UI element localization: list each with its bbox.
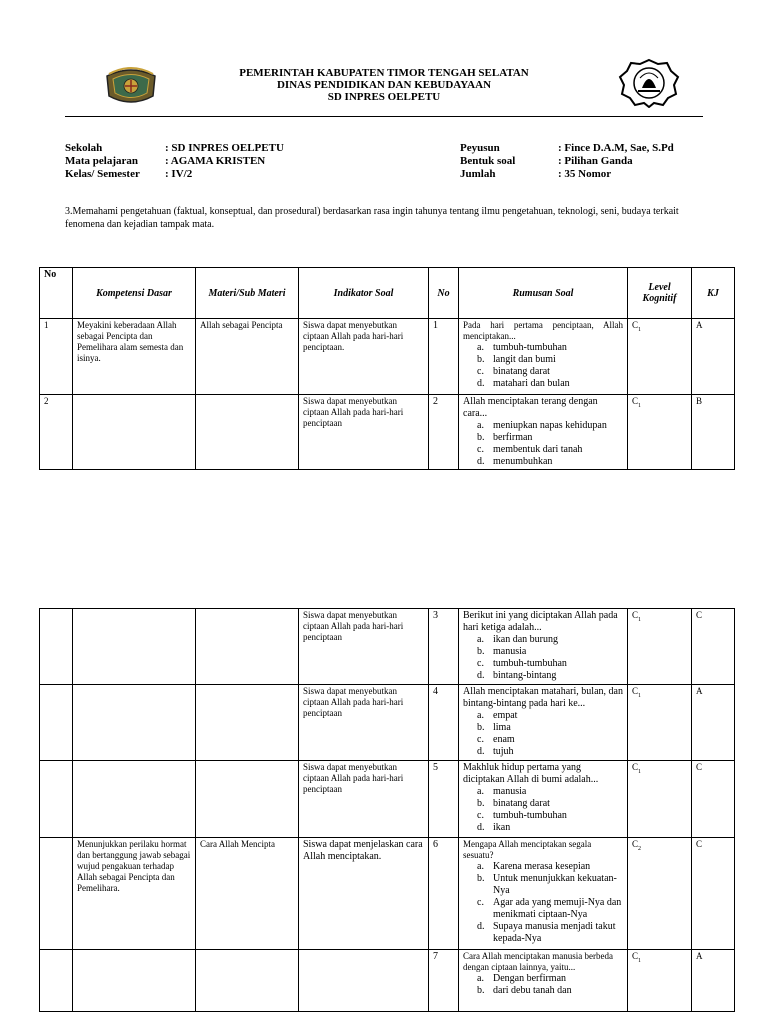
kunci-jawaban: A [692, 685, 735, 761]
option: c. binatang darat [477, 366, 550, 377]
question-text: Cara Allah menciptakan manusia berbeda dengan ciptaan lainnya, yaitu... [463, 951, 613, 972]
header-divider [65, 116, 703, 117]
table-row [40, 395, 735, 470]
rumusan-soal [459, 395, 628, 470]
option: b. dari debu tanah dan [477, 985, 572, 996]
option: d. tujuh [477, 746, 514, 757]
option: d. menumbuhkan [477, 456, 553, 467]
col-header-no-soal: No [429, 268, 459, 319]
option: a. Karena merasa kesepian [477, 861, 591, 872]
info-value: : AGAMA KRISTEN [165, 155, 266, 167]
level-kognitif: $C_1$ [628, 609, 692, 685]
option: d. ikan [477, 822, 511, 833]
info-left [65, 142, 284, 181]
kompetensi-dasar: Meyakini keberadaan Allah sebagai Pencipta dan Pemelihara alam semesta dan isinya. [73, 319, 196, 395]
question-text: Allah menciptakan matahari, bulan, dan bintang-bintang pada hari ke... [463, 686, 623, 709]
option: c. tumbuh-tumbuhan [477, 810, 567, 821]
option: c. membentuk dari tanah [477, 444, 583, 455]
question-text: Berikut ini yang diciptakan Allah pada hari ketiga adalah... [463, 610, 618, 633]
question-text: Mengapa Allah menciptakan segala sesuatu? [463, 839, 592, 860]
kunci-jawaban: C [692, 761, 735, 838]
info-right [460, 142, 674, 181]
kisi-kisi-table-2 [39, 608, 735, 1012]
table-header-row [40, 268, 735, 319]
question-text: Allah menciptakan terang dengan cara... [463, 396, 598, 419]
indikator: Siswa dapat menyebutkan ciptaan Allah pada hari-hari penciptaan [299, 609, 429, 685]
row-no [40, 950, 73, 1012]
kompetensi-dasar [73, 950, 196, 1012]
materi [196, 609, 299, 685]
option: c. enam [477, 734, 515, 745]
kunci-jawaban: C [692, 609, 735, 685]
option: d. bintang-bintang [477, 670, 557, 681]
header-line-1: PEMERINTAH KABUPATEN TIMOR TENGAH SELATAN [239, 67, 529, 79]
option: a. manusia [477, 786, 527, 797]
table-row [40, 319, 735, 395]
kunci-jawaban: A [692, 950, 735, 1012]
rumusan-soal [459, 609, 628, 685]
option: c. tumbuh-tumbuhan [477, 658, 567, 669]
row-no [40, 761, 73, 838]
materi: Cara Allah Mencipta [196, 838, 299, 950]
kunci-jawaban: B [692, 395, 735, 470]
materi [196, 685, 299, 761]
kompetensi-dasar [73, 609, 196, 685]
option: b. berfirman [477, 432, 533, 443]
indikator: Siswa dapat menyebutkan ciptaan Allah pada hari-hari penciptaan. [299, 319, 429, 395]
soal-no: 3 [429, 609, 459, 685]
table-row [40, 609, 735, 685]
soal-no: 2 [429, 395, 459, 470]
col-header-materi: Materi/Sub Materi [196, 268, 299, 319]
level-kognitif: $C_1$ [628, 395, 692, 470]
option: b. langit dan bumi [477, 354, 556, 365]
info-value: : Pilihan Ganda [558, 155, 633, 167]
soal-no: 5 [429, 761, 459, 838]
materi [196, 950, 299, 1012]
header-line-2: DINAS PENDIDIKAN DAN KEBUDAYAAN [276, 79, 492, 91]
info-label: Mata pelajaran [65, 155, 139, 167]
info-label: Sekolah [65, 142, 103, 154]
row-no [40, 685, 73, 761]
table-row [40, 950, 735, 1012]
option: b. manusia [477, 646, 527, 657]
materi: Allah sebagai Pencipta [196, 319, 299, 395]
info-label: Bentuk soal [460, 155, 516, 167]
rumusan-soal [459, 950, 628, 1012]
rumusan-soal [459, 685, 628, 761]
question-text: Makhluk hidup pertama yang diciptakan Allah di bumi adalah... [463, 762, 599, 785]
option: a. tumbuh-tumbuhan [477, 342, 567, 353]
table-row [40, 838, 735, 950]
info-label: Kelas/ Semester [65, 168, 140, 180]
kompetensi-inti-text: 3.Memahami pengetahuan (faktual, konseptual, dan prosedural) berdasarkan rasa ingin tahunya tentang ilmu pengetahuan, teknologi, seni, budaya terkait fenomena dan kejadian tampak mata. [65, 206, 679, 230]
soal-no: 4 [429, 685, 459, 761]
kompetensi-dasar [73, 685, 196, 761]
option: a. empat [477, 710, 518, 721]
level-kognitif: $C_1$ [628, 319, 692, 395]
col-header-indikator: Indikator Soal [299, 268, 429, 319]
soal-no: 7 [429, 950, 459, 1012]
option: b. lima [477, 722, 511, 733]
row-no [40, 609, 73, 685]
rumusan-soal [459, 838, 628, 950]
col-header-kj: KJ [692, 268, 735, 319]
indikator [299, 950, 429, 1012]
row-no [40, 838, 73, 950]
col-header-rumusan-soal: Rumusan Soal [459, 268, 628, 319]
kunci-jawaban: A [692, 319, 735, 395]
option: a. ikan dan burung [477, 634, 558, 645]
row-no: 2 [40, 395, 73, 470]
option: d. Supaya manusia menjadi takut kepada-Nya [477, 921, 616, 944]
row-no: 1 [40, 319, 73, 395]
level-kognitif: $C_1$ [628, 685, 692, 761]
option: d. matahari dan bulan [477, 378, 570, 389]
kisi-kisi-table-1 [39, 267, 735, 470]
soal-no: 6 [429, 838, 459, 950]
kunci-jawaban: C [692, 838, 735, 950]
col-header-level-kognitif: Level Kognitif [628, 268, 692, 319]
kompetensi-dasar [73, 761, 196, 838]
level-kognitif: $C_2$ [628, 838, 692, 950]
header-line-3: SD INPRES OELPETU [327, 91, 441, 103]
col-header-kompetensi-dasar: Kompetensi Dasar [73, 268, 196, 319]
indikator: Siswa dapat menyebutkan ciptaan Allah pada hari-hari penciptaan [299, 395, 429, 470]
info-label: Jumlah [460, 168, 496, 180]
soal-no: 1 [429, 319, 459, 395]
option: a. Dengan berfirman [477, 973, 567, 984]
indikator: Siswa dapat menyebutkan ciptaan Allah pada hari-hari penciptaan [299, 685, 429, 761]
level-kognitif: $C_1$ [628, 950, 692, 1012]
info-value: : Fince D.A.M, Sae, S.Pd [558, 142, 674, 154]
option: b. binatang darat [477, 798, 550, 809]
level-kognitif: $C_1$ [628, 761, 692, 838]
info-value: : SD INPRES OELPETU [165, 142, 284, 154]
rumusan-soal [459, 761, 628, 838]
col-header-no: No [40, 268, 73, 319]
option: a. meniupkan napas kehidupan [477, 420, 607, 431]
kompetensi-dasar: Menunjukkan perilaku hormat dan bertanggung jawab sebagai wujud pengakuan terhadap Allah sebagai Pencipta dan Pemelihara. [73, 838, 196, 950]
rumusan-soal [459, 319, 628, 395]
indikator: Siswa dapat menjelaskan cara Allah menciptakan. [299, 838, 429, 950]
kompetensi-dasar [73, 395, 196, 470]
materi [196, 395, 299, 470]
materi [196, 761, 299, 838]
question-text: Pada hari pertama penciptaan, Allah menciptakan... [463, 320, 623, 341]
table-row [40, 685, 735, 761]
info-value: : IV/2 [165, 168, 193, 180]
table-row [40, 761, 735, 838]
info-value: : 35 Nomor [558, 168, 612, 180]
option: c. Agar ada yang memuji-Nya dan menikmati ciptaan-Nya [477, 897, 622, 920]
indikator: Siswa dapat menyebutkan ciptaan Allah pada hari-hari penciptaan [299, 761, 429, 838]
option: b. Untuk menunjukkan kekuatan-Nya [477, 873, 617, 896]
info-label: Peyusun [460, 142, 500, 154]
